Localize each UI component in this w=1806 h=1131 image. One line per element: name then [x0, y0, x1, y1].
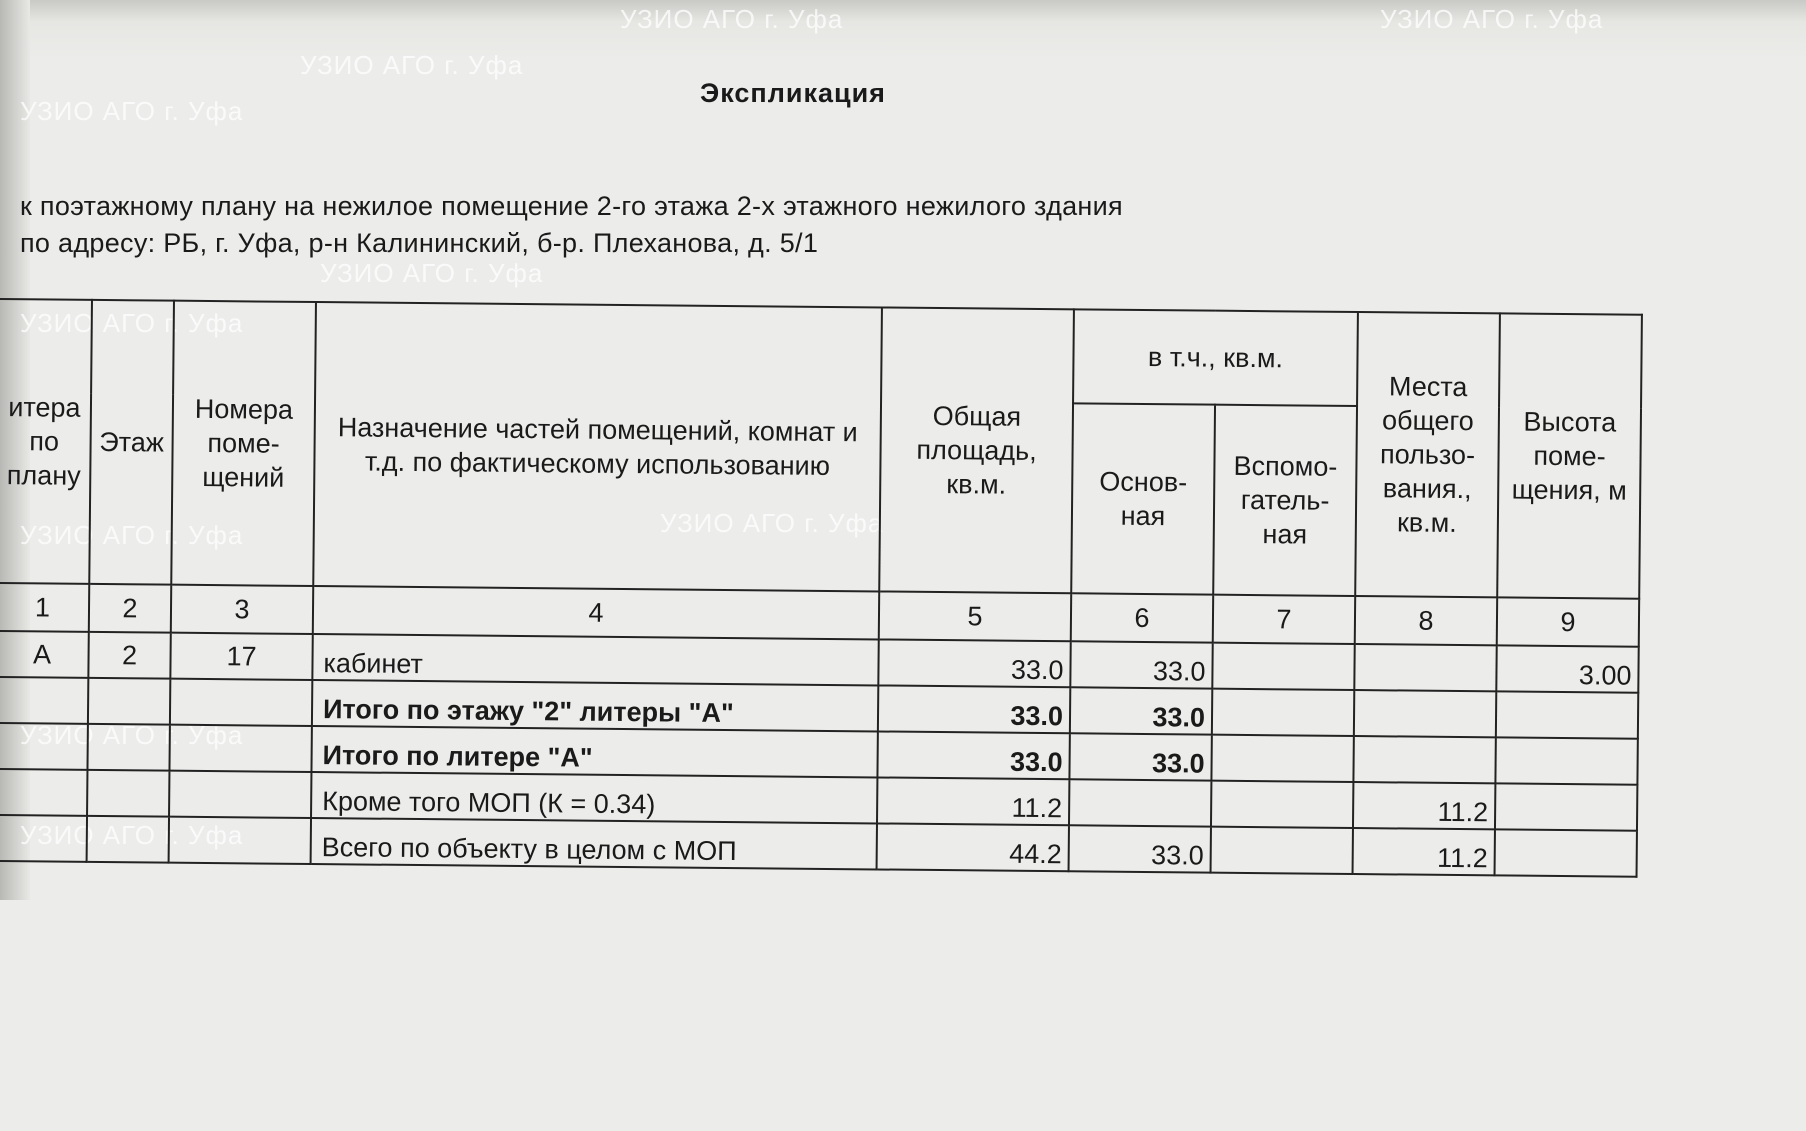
watermark: УЗИО АГО г. Уфа [20, 720, 244, 750]
cell-floor [87, 816, 169, 863]
cell-purpose: Итого по литере "А" [311, 726, 877, 777]
header-total-area: Общая площадь, кв.м. [879, 307, 1074, 593]
cell-room [170, 679, 312, 726]
column-number: 1 [0, 583, 89, 632]
header-incl-group: в т.ч., кв.м. [1073, 309, 1358, 406]
header-height: Высота поме-щения, м [1497, 313, 1642, 598]
header-liter: итера по плану [0, 299, 92, 584]
subtitle-line: к поэтажному плану на нежилое помещение 2-го этажа 2-х этажного нежилого здания [20, 191, 1123, 221]
header-auxiliary: Вспомо-гатель-ная [1213, 405, 1357, 596]
watermark: УЗИО АГО г. Уфа [320, 258, 544, 288]
cell-total-area: 33.0 [878, 639, 1070, 687]
explication-table-wrap [0, 298, 1643, 878]
cell-floor [88, 678, 170, 725]
cell-total-area: 11.2 [877, 777, 1069, 825]
cell-aux-area [1211, 781, 1353, 828]
cell-room [169, 817, 311, 864]
watermark: УЗИО АГО г. Уфа [20, 308, 244, 338]
cell-room [169, 725, 311, 772]
cell-height [1495, 737, 1637, 784]
column-number: 6 [1071, 593, 1213, 642]
header-purpose: Назначение частей помещений, комнат и т.д. по фактическому использованию [313, 302, 882, 591]
cell-main-area: 33.0 [1070, 687, 1212, 734]
watermark: УЗИО АГО г. Уфа [1380, 4, 1604, 34]
subtitle-line: по адресу: РБ, г. Уфа, р-н Калининский, б-р. Плеханова, д. 5/1 [20, 228, 819, 258]
cell-common-area: 11.2 [1353, 782, 1495, 829]
watermark: УЗИО АГО г. Уфа [620, 4, 844, 34]
header-room-numbers: Номера поме-щений [171, 301, 316, 586]
column-number: 8 [1355, 596, 1497, 645]
cell-main-area: 33.0 [1069, 733, 1211, 780]
cell-main-area [1069, 779, 1211, 826]
document-subtitle [20, 188, 1420, 262]
column-number: 7 [1213, 595, 1355, 644]
cell-total-area: 44.2 [877, 823, 1069, 871]
cell-common-area [1354, 690, 1496, 737]
cell-common-area [1354, 644, 1496, 691]
watermark: УЗИО АГО г. Уфа [300, 50, 524, 80]
cell-liter [0, 769, 87, 816]
cell-room: 17 [170, 633, 312, 680]
column-number: 5 [879, 591, 1071, 641]
column-number: 9 [1497, 597, 1639, 646]
watermark: УЗИО АГО г. Уфа [660, 508, 884, 538]
cell-purpose: Кроме того МОП (К = 0.34) [311, 772, 877, 823]
header-row [0, 299, 1642, 409]
cell-common-area [1353, 736, 1495, 783]
cell-floor: 2 [88, 632, 170, 679]
explication-table [0, 298, 1643, 878]
cell-purpose: Всего по объекту в целом с МОП [311, 818, 877, 869]
cell-height [1495, 829, 1637, 876]
cell-aux-area [1211, 827, 1353, 874]
cell-purpose: Итого по этажу "2" литеры "А" [312, 680, 878, 731]
cell-liter [0, 815, 87, 862]
document-title: Экспликация [700, 78, 886, 108]
cell-total-area: 33.0 [877, 731, 1069, 779]
cell-height [1496, 691, 1638, 738]
cell-aux-area [1212, 643, 1354, 690]
cell-main-area: 33.0 [1069, 825, 1211, 872]
cell-floor [87, 770, 169, 817]
column-number: 2 [89, 584, 171, 633]
header-floor: Этаж [89, 300, 174, 585]
cell-floor [87, 724, 169, 771]
column-number: 4 [313, 586, 879, 639]
cell-main-area: 33.0 [1070, 641, 1212, 688]
watermark: УЗИО АГО г. Уфа [20, 96, 244, 126]
cell-room [169, 771, 311, 818]
cell-height: 3.00 [1496, 645, 1638, 692]
header-common-places: Места общего пользо-вания., кв.м. [1355, 312, 1500, 597]
cell-common-area: 11.2 [1353, 828, 1495, 875]
watermark: УЗИО АГО г. Уфа [20, 520, 244, 550]
cell-aux-area [1212, 689, 1354, 736]
cell-height [1495, 783, 1637, 830]
cell-liter: А [0, 631, 89, 678]
header-main: Основ-ная [1071, 403, 1215, 594]
cell-purpose: кабинет [312, 634, 878, 685]
watermark: УЗИО АГО г. Уфа [20, 820, 244, 850]
cell-aux-area [1211, 735, 1353, 782]
column-number: 3 [171, 585, 313, 634]
cell-liter [0, 723, 88, 770]
cell-total-area: 33.0 [878, 685, 1070, 733]
cell-liter [0, 677, 88, 724]
